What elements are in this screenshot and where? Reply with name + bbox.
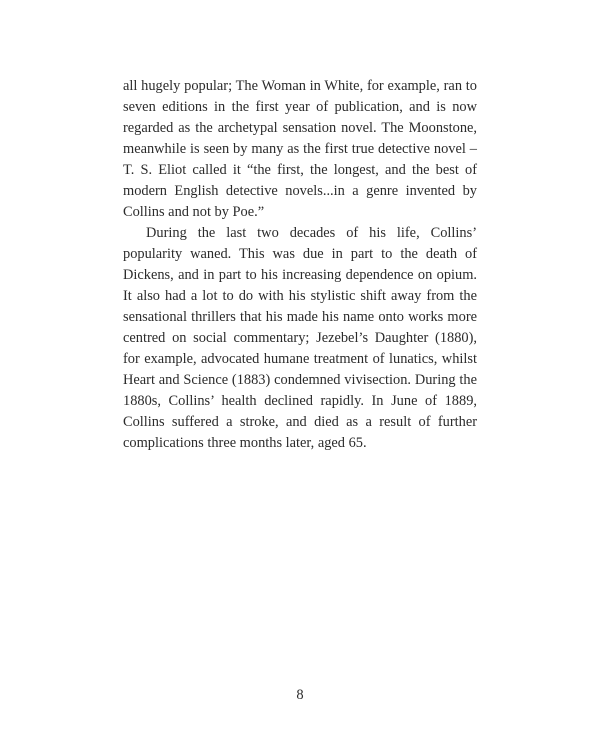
paragraph-collins-decline: During the last two decades of his life, Collins’ popularity waned. This was due in part to the death of Dickens, and in part to his increasing dependence on opium. It also had a lot to do with his stylistic shift away from the sensational thrillers that his made his name onto works more centred on social commentary; Jezebel’s Daughter (1880), for example, advocated humane treatment of lunatics, whilst Heart and Science (1883) condemned vivisection. During the 1880s, Collins’ health declined rapidly. In June of 1889, Collins suffered a stroke, and died as a result of further complications three months later, aged 65. bbox=[123, 225, 477, 451]
paragraph-continued: all hugely popular; The Woman in White, for example, ran to seven editions in the first year of publication, and is now regarded as the archetypal sensation novel. The Moonstone, meanwhile is seen by many as the first true detective novel – T. S. Eliot called it “the first, the longest, and the best of modern English detective novels...in a genre invented by Collins and not by Poe.” bbox=[123, 78, 477, 220]
body-text bbox=[123, 76, 477, 454]
page-number: 8 bbox=[296, 687, 304, 703]
